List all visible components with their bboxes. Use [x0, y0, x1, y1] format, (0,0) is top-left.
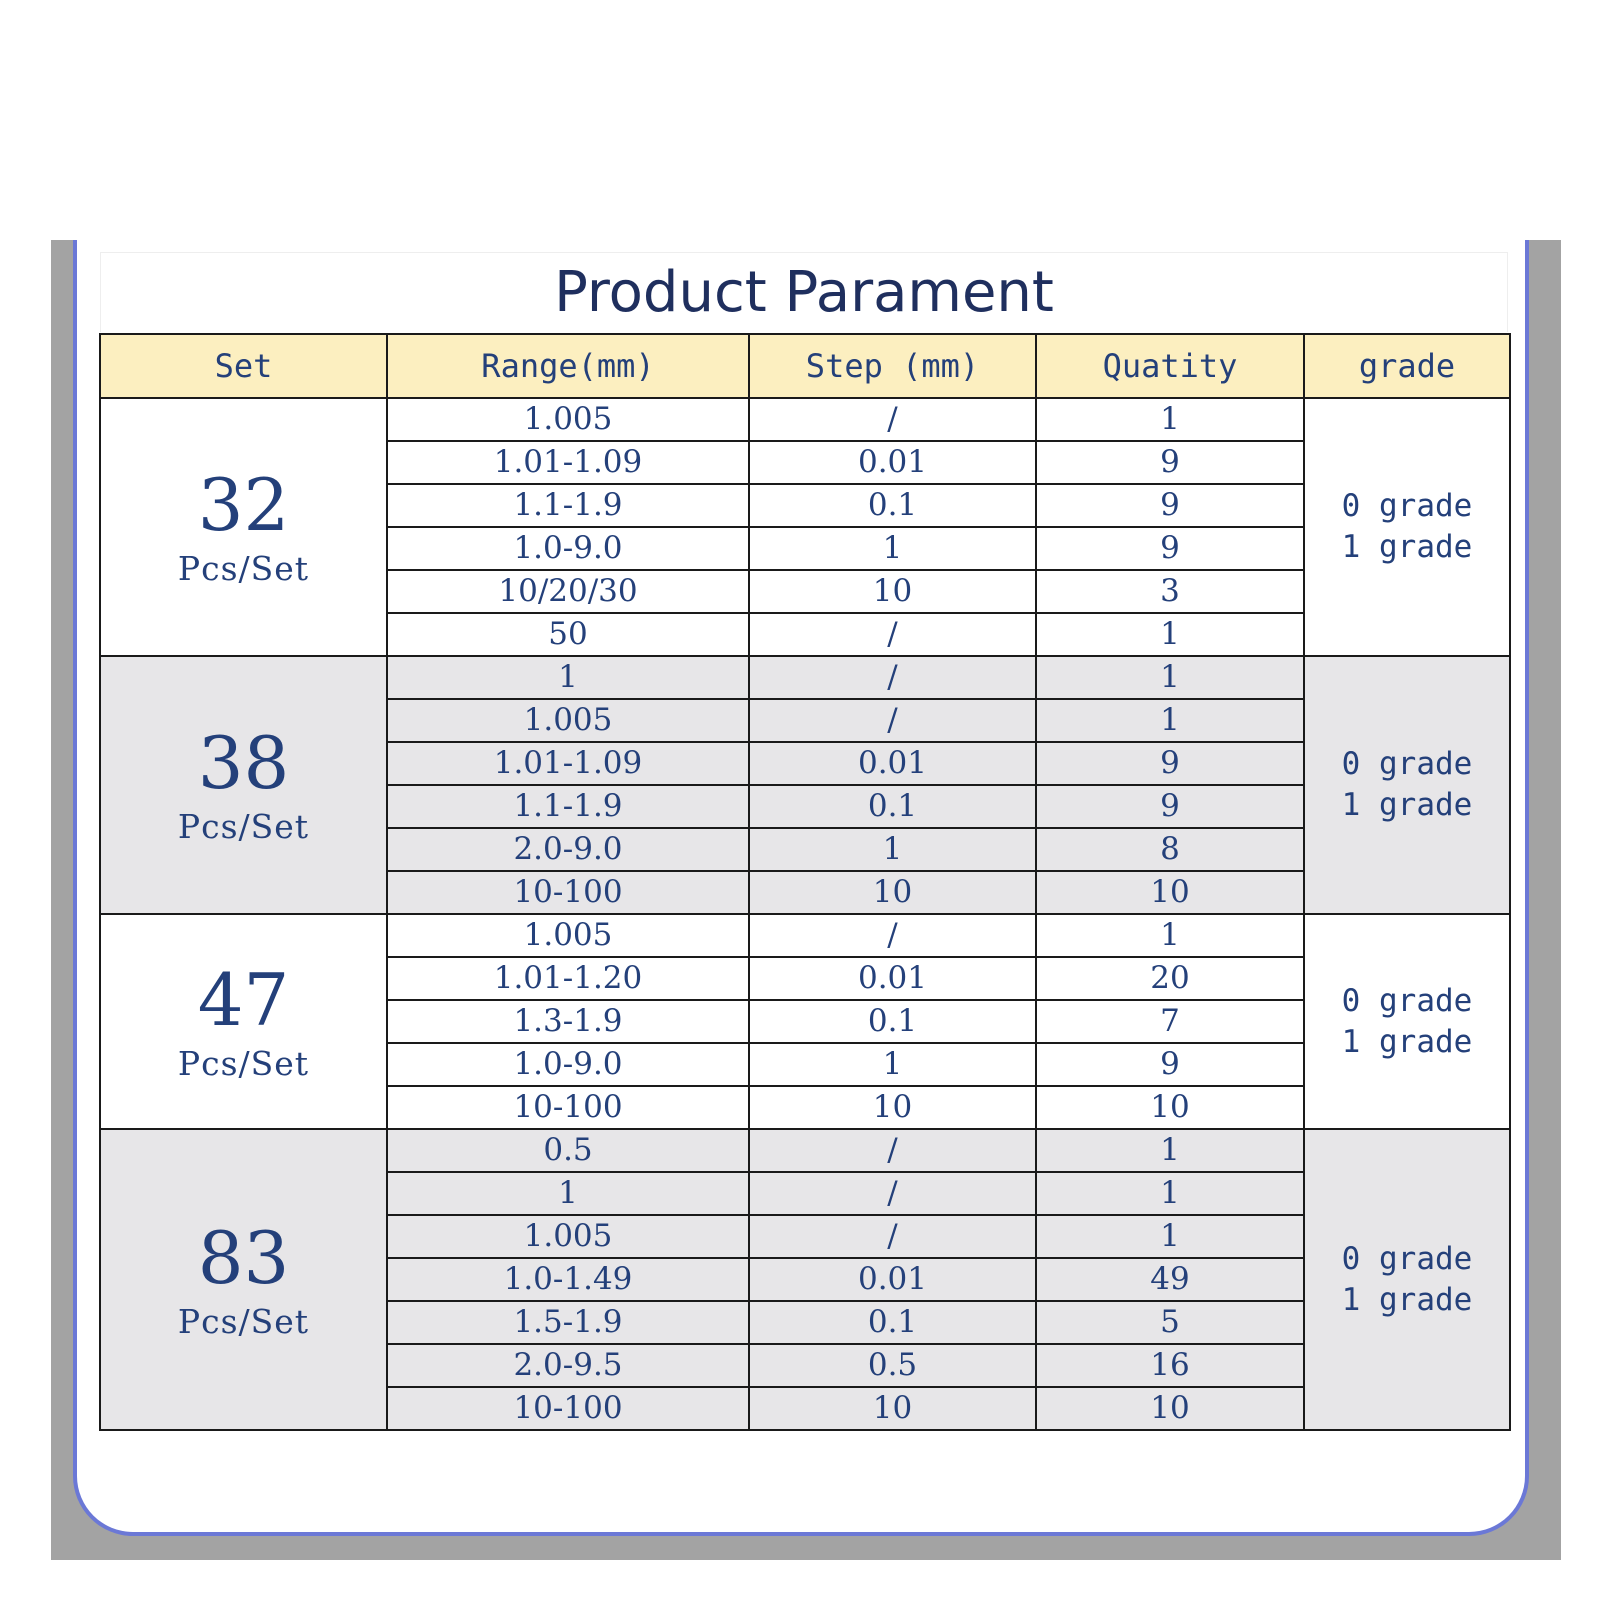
grade-label: 1 grade	[1341, 1281, 1473, 1318]
step-cell: 10	[749, 570, 1036, 613]
range-cell: 50	[387, 613, 749, 656]
set-number: 32	[197, 463, 290, 547]
table-row	[100, 656, 1510, 699]
table-body	[100, 398, 1510, 1430]
step-cell: /	[749, 1172, 1036, 1215]
range-cell: 1	[387, 656, 749, 699]
page-title: Product Parament	[100, 252, 1508, 332]
grade-label: 0 grade	[1341, 1240, 1473, 1277]
step-cell: 1	[749, 828, 1036, 871]
range-cell: 1.005	[387, 398, 749, 441]
set-cell	[100, 1129, 387, 1430]
header-row	[100, 334, 1510, 398]
step-cell: 0.1	[749, 785, 1036, 828]
step-cell: /	[749, 1129, 1036, 1172]
quantity-cell: 10	[1036, 871, 1304, 914]
quantity-cell: 8	[1036, 828, 1304, 871]
step-cell: 0.5	[749, 1344, 1036, 1387]
step-cell: 10	[749, 1387, 1036, 1430]
quantity-cell: 1	[1036, 914, 1304, 957]
set-number: 83	[197, 1215, 290, 1300]
range-cell: 1.005	[387, 1215, 749, 1258]
step-cell: 0.01	[749, 957, 1036, 1000]
range-cell: 1.1-1.9	[387, 785, 749, 828]
grade-label: 1 grade	[1341, 1023, 1473, 1060]
range-cell: 10-100	[387, 1086, 749, 1129]
range-cell: 1.3-1.9	[387, 1000, 749, 1043]
grade-cell	[1304, 656, 1510, 914]
set-unit: Pcs/Set	[177, 1301, 310, 1341]
quantity-cell: 1	[1036, 613, 1304, 656]
range-cell: 1.5-1.9	[387, 1301, 749, 1344]
grade-cell	[1304, 1129, 1510, 1430]
step-cell: 1	[749, 527, 1036, 570]
grade-cell	[1304, 914, 1510, 1129]
quantity-cell: 3	[1036, 570, 1304, 613]
quantity-cell: 20	[1036, 957, 1304, 1000]
step-cell: 0.01	[749, 742, 1036, 785]
range-cell: 1.0-9.0	[387, 1043, 749, 1086]
quantity-cell: 1	[1036, 699, 1304, 742]
quantity-cell: 1	[1036, 1129, 1304, 1172]
step-cell: /	[749, 699, 1036, 742]
quantity-cell: 9	[1036, 742, 1304, 785]
quantity-cell: 1	[1036, 1215, 1304, 1258]
header-quantity: Quatity	[1036, 334, 1304, 398]
step-cell: /	[749, 398, 1036, 441]
set-cell	[100, 914, 387, 1129]
quantity-cell: 9	[1036, 1043, 1304, 1086]
quantity-cell: 10	[1036, 1387, 1304, 1430]
range-cell: 10-100	[387, 1387, 749, 1430]
quantity-cell: 1	[1036, 398, 1304, 441]
step-cell: 0.1	[749, 484, 1036, 527]
header-set: Set	[100, 334, 387, 398]
grade-label: 0 grade	[1341, 746, 1473, 782]
table-row	[100, 914, 1510, 957]
step-cell: /	[749, 914, 1036, 957]
range-cell: 10-100	[387, 871, 749, 914]
step-cell: /	[749, 656, 1036, 699]
quantity-cell: 10	[1036, 1086, 1304, 1129]
range-cell: 2.0-9.5	[387, 1344, 749, 1387]
grade-label: 1 grade	[1341, 787, 1473, 823]
quantity-cell: 1	[1036, 1172, 1304, 1215]
table-row	[100, 1129, 1510, 1172]
range-cell: 2.0-9.0	[387, 828, 749, 871]
set-number: 47	[197, 957, 290, 1042]
set-cell	[100, 398, 387, 656]
quantity-cell: 49	[1036, 1258, 1304, 1301]
range-cell: 1.01-1.09	[387, 441, 749, 484]
header-grade: grade	[1304, 334, 1510, 398]
range-cell: 1.01-1.09	[387, 742, 749, 785]
range-cell: 0.5	[387, 1129, 749, 1172]
step-cell: /	[749, 1215, 1036, 1258]
range-cell: 1.005	[387, 914, 749, 957]
range-cell: 1.0-1.49	[387, 1258, 749, 1301]
range-cell: 1.005	[387, 699, 749, 742]
range-cell: 1	[387, 1172, 749, 1215]
step-cell: 10	[749, 871, 1036, 914]
quantity-cell: 9	[1036, 484, 1304, 527]
step-cell: 0.1	[749, 1000, 1036, 1043]
parameter-table	[99, 333, 1511, 1431]
range-cell: 1.01-1.20	[387, 957, 749, 1000]
set-number: 38	[197, 721, 290, 805]
set-cell	[100, 656, 387, 914]
header-step: Step (mm)	[749, 334, 1036, 398]
quantity-cell: 9	[1036, 527, 1304, 570]
quantity-cell: 9	[1036, 785, 1304, 828]
table-row	[100, 398, 1510, 441]
step-cell: 1	[749, 1043, 1036, 1086]
quantity-cell: 1	[1036, 656, 1304, 699]
grade-label: 0 grade	[1341, 488, 1473, 524]
quantity-cell: 5	[1036, 1301, 1304, 1344]
step-cell: 0.01	[749, 1258, 1036, 1301]
range-cell: 10/20/30	[387, 570, 749, 613]
quantity-cell: 7	[1036, 1000, 1304, 1043]
range-cell: 1.0-9.0	[387, 527, 749, 570]
set-unit: Pcs/Set	[177, 807, 310, 846]
step-cell: /	[749, 613, 1036, 656]
step-cell: 0.01	[749, 441, 1036, 484]
step-cell: 0.1	[749, 1301, 1036, 1344]
grade-label: 1 grade	[1341, 529, 1473, 565]
set-unit: Pcs/Set	[177, 1043, 310, 1083]
set-unit: Pcs/Set	[177, 549, 310, 588]
step-cell: 10	[749, 1086, 1036, 1129]
header-range: Range(mm)	[387, 334, 749, 398]
quantity-cell: 16	[1036, 1344, 1304, 1387]
quantity-cell: 9	[1036, 441, 1304, 484]
range-cell: 1.1-1.9	[387, 484, 749, 527]
grade-label: 0 grade	[1341, 982, 1473, 1019]
grade-cell	[1304, 398, 1510, 656]
